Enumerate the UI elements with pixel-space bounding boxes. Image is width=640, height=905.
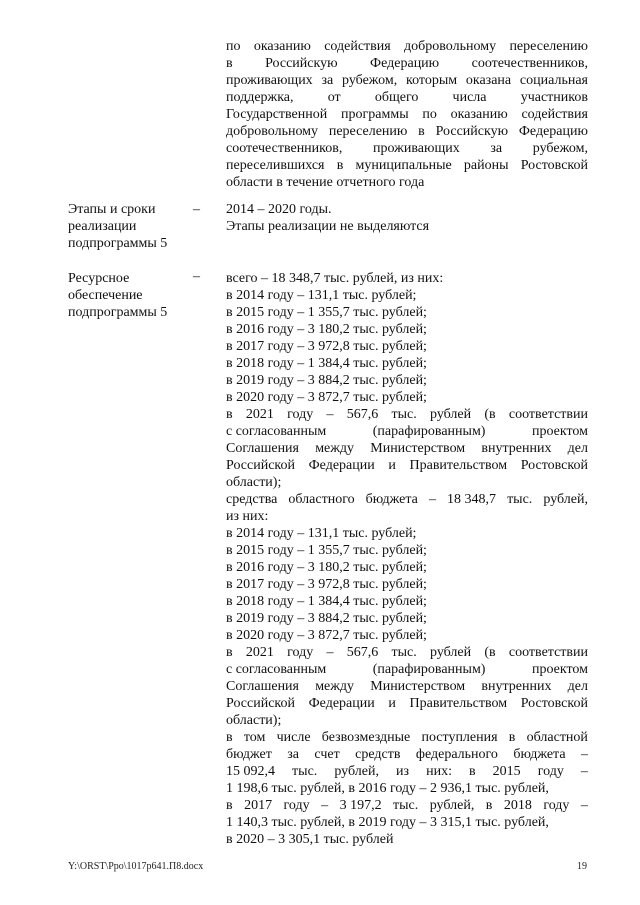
word: году xyxy=(537,764,564,779)
text-line xyxy=(226,440,588,457)
word: (парафированным) xyxy=(372,424,486,439)
word: районы xyxy=(463,158,509,173)
word: Российской xyxy=(226,458,295,473)
word: и xyxy=(388,696,396,711)
word: бюджет xyxy=(226,747,272,762)
word: 2021 xyxy=(245,407,274,422)
word: 567,6 xyxy=(346,407,379,422)
federal-funding-line xyxy=(226,729,588,746)
year-funding-line: в 2014 году – 131,1 тыс. рублей; xyxy=(226,526,417,541)
word: рубежом, xyxy=(532,141,588,156)
year-funding-line: в 2014 году – 131,1 тыс. рублей; xyxy=(226,288,417,303)
word: рублей xyxy=(430,645,472,660)
word: Соглашения xyxy=(226,679,299,694)
word: которым xyxy=(405,73,458,88)
word: в xyxy=(469,764,476,779)
word: общего xyxy=(374,90,419,105)
word: Соглашения xyxy=(226,441,299,456)
word: 18 348,7 xyxy=(447,492,496,507)
text-line xyxy=(226,55,588,72)
text-line xyxy=(226,89,588,106)
word: рублей, xyxy=(543,492,588,507)
word: году xyxy=(543,798,570,813)
word: Федерации xyxy=(308,458,375,473)
footer-page-number: 19 xyxy=(577,861,587,872)
word: добровольному xyxy=(404,39,497,54)
word: за xyxy=(321,73,334,88)
text-line xyxy=(226,38,588,55)
resources-dash: – xyxy=(193,269,200,284)
word: в xyxy=(226,645,233,660)
word: 2021 xyxy=(245,645,274,660)
word: (в xyxy=(484,645,496,660)
word: дел xyxy=(567,441,588,456)
year-funding-line: в 2020 году – 3 872,7 тыс. рублей; xyxy=(226,390,427,405)
word: Ростовской xyxy=(520,158,588,173)
word: проживающих xyxy=(373,141,460,156)
word: оказана xyxy=(465,73,512,88)
word: программы xyxy=(341,107,409,122)
label-line: реализации xyxy=(68,219,137,234)
word: Ростовской xyxy=(520,458,588,473)
federal-funding-line xyxy=(226,746,588,763)
word: федерального xyxy=(415,747,498,762)
word: оказанию xyxy=(450,107,508,122)
year-funding-line: в 2015 году – 1 355,7 тыс. рублей; xyxy=(226,305,427,320)
word: бюджета xyxy=(513,747,566,762)
footer-file-path: Y:\ORST\Ppo\1017p641.П8.docx xyxy=(68,861,204,872)
word: в xyxy=(226,407,233,422)
text-line xyxy=(226,123,588,140)
word: проектом xyxy=(531,662,588,677)
text-line: 2014 – 2020 годы. xyxy=(226,202,332,217)
text-line xyxy=(226,695,588,712)
text-line: области в течение отчетного года xyxy=(226,175,425,190)
word: средств xyxy=(355,747,401,762)
text-line xyxy=(226,661,588,678)
text-line xyxy=(226,423,588,440)
stages-content xyxy=(226,201,588,235)
word: году xyxy=(287,407,314,422)
word: бюджета xyxy=(365,492,418,507)
word: Ростовской xyxy=(520,696,588,711)
word: безвозмездные xyxy=(321,730,411,745)
word: 2017 xyxy=(244,798,273,813)
word: 1 198,6 тыс. рублей, в 2016 году – 2 936,1 тыс. рублей, xyxy=(226,781,549,796)
word: Российскую xyxy=(265,56,338,71)
year-funding-line: в 2017 году – 3 972,8 тыс. рублей; xyxy=(226,339,427,354)
text-line: из них: xyxy=(226,509,269,524)
word: с согласованным xyxy=(226,662,327,677)
word: переселению xyxy=(509,39,588,54)
word: тыс. xyxy=(391,407,417,422)
resources-label xyxy=(68,270,178,321)
word: рублей xyxy=(430,407,472,422)
word: в xyxy=(336,158,344,173)
word: в xyxy=(485,798,493,813)
word: тыс. xyxy=(507,492,533,507)
word: за xyxy=(490,141,503,156)
label-line: Этапы и сроки xyxy=(68,202,156,217)
word: Министерством xyxy=(370,441,466,456)
word: Федерацию xyxy=(370,56,440,71)
total-line: всего – 18 348,7 тыс. рублей, из них: xyxy=(226,271,444,286)
word: в xyxy=(508,730,516,745)
word: – xyxy=(428,492,436,507)
text-line xyxy=(226,644,588,661)
word: – xyxy=(321,798,329,813)
word: социальная xyxy=(519,73,588,88)
word: (парафированным) xyxy=(372,662,486,677)
word: 1 140,3 тыс. рублей, в 2019 году – 3 315,1 тыс. рублей, xyxy=(226,815,549,830)
word: Министерством xyxy=(370,679,466,694)
word: внутренних xyxy=(481,679,552,694)
word: в xyxy=(226,798,233,813)
year-funding-line: в 2017 году – 3 972,8 тыс. рублей; xyxy=(226,577,427,592)
word: – xyxy=(326,645,334,660)
word: поддержка, xyxy=(226,90,294,105)
word: Федерацию xyxy=(518,124,588,139)
goal-indicator-continuation xyxy=(226,38,588,191)
word: Правительством xyxy=(409,458,508,473)
text-line xyxy=(226,157,588,174)
word: муниципальные xyxy=(355,158,452,173)
word: по xyxy=(226,39,241,54)
year-funding-line: в 2019 году – 3 884,2 тыс. рублей; xyxy=(226,611,427,626)
word: рубежом, xyxy=(342,73,398,88)
word: числа xyxy=(452,90,487,105)
word: в xyxy=(226,730,233,745)
word: по xyxy=(422,107,437,122)
word: 2018 xyxy=(503,798,532,813)
word: из xyxy=(396,764,410,779)
word: соотечественников, xyxy=(226,141,343,156)
regional-budget-line xyxy=(226,491,588,508)
year-funding-line: в 2018 году – 1 384,4 тыс. рублей; xyxy=(226,356,427,371)
word: 3 197,2 xyxy=(339,798,382,813)
word: тыс. xyxy=(393,798,419,813)
word: Российскую xyxy=(435,124,509,139)
word: и xyxy=(388,458,396,473)
word: Государственной xyxy=(226,107,328,122)
word: дел xyxy=(567,679,588,694)
year-funding-line: в 2018 году – 1 384,4 тыс. рублей; xyxy=(226,594,427,609)
word: тыс. xyxy=(292,764,318,779)
word: проживающих xyxy=(226,73,313,88)
word: от xyxy=(327,90,341,105)
federal-funding-line xyxy=(226,763,588,780)
word: переселению xyxy=(328,124,408,139)
word: году xyxy=(283,798,310,813)
word: областного xyxy=(288,492,355,507)
federal-funding-line xyxy=(226,780,588,797)
word: рублей, xyxy=(334,764,379,779)
word: оказанию xyxy=(253,39,311,54)
stages-label xyxy=(68,201,178,252)
year-funding-line: в 2015 году – 1 355,7 тыс. рублей; xyxy=(226,543,427,558)
text-line xyxy=(226,72,588,89)
word: Правительством xyxy=(409,696,508,711)
word: поступления xyxy=(421,730,498,745)
text-line: области); xyxy=(226,713,282,728)
word: внутренних xyxy=(481,441,552,456)
text-line xyxy=(226,106,588,123)
word: – xyxy=(580,764,588,779)
word: рублей, xyxy=(429,798,475,813)
word: том xyxy=(243,730,266,745)
label-line: Ресурсное xyxy=(68,271,130,286)
word: между xyxy=(315,679,355,694)
federal-funding-line xyxy=(226,797,588,814)
word: – xyxy=(580,747,588,762)
label-line: обеспечение xyxy=(68,288,143,303)
year-funding-line: в 2016 году – 3 180,2 тыс. рублей; xyxy=(226,560,427,575)
text-line xyxy=(226,457,588,474)
federal-funding-line xyxy=(226,814,588,831)
word: – xyxy=(580,798,588,813)
word: добровольному xyxy=(226,124,319,139)
federal-funding-line: в 2020 – 3 305,1 тыс. рублей xyxy=(226,832,394,847)
word: соответствии xyxy=(508,407,588,422)
word: 2015 xyxy=(492,764,521,779)
word: (в xyxy=(484,407,496,422)
resources-content xyxy=(226,270,588,848)
text-line: области); xyxy=(226,475,282,490)
word: содействия xyxy=(324,39,391,54)
word: счет xyxy=(314,747,340,762)
word: областной xyxy=(526,730,588,745)
word: в xyxy=(418,124,425,139)
word: них: xyxy=(426,764,452,779)
word: в xyxy=(226,56,233,71)
text-line xyxy=(226,406,588,423)
word: – xyxy=(326,407,334,422)
word: переселившихся xyxy=(226,158,325,173)
word: участников xyxy=(520,90,588,105)
word: Федерации xyxy=(308,696,375,711)
word: 567,6 xyxy=(346,645,379,660)
word: Российской xyxy=(226,696,295,711)
word: за xyxy=(287,747,299,762)
text-line xyxy=(226,140,588,157)
text-line: Этапы реализации не выделяются xyxy=(226,219,430,234)
word: между xyxy=(315,441,355,456)
year-funding-line: в 2019 году – 3 884,2 тыс. рублей; xyxy=(226,373,427,388)
year-funding-line: в 2016 году – 3 180,2 тыс. рублей; xyxy=(226,322,427,337)
word: проектом xyxy=(531,424,588,439)
word: году xyxy=(287,645,314,660)
word: числе xyxy=(276,730,311,745)
word: соответствии xyxy=(508,645,588,660)
label-line: подпрограммы 5 xyxy=(68,305,168,320)
word: 15 092,4 xyxy=(226,764,275,779)
stages-dash: – xyxy=(193,202,200,217)
label-line: подпрограммы 5 xyxy=(68,236,168,251)
text-line xyxy=(226,678,588,695)
year-funding-line: в 2020 году – 3 872,7 тыс. рублей; xyxy=(226,628,427,643)
word: соотечественников, xyxy=(471,56,588,71)
word: с согласованным xyxy=(226,424,327,439)
word: средства xyxy=(226,492,278,507)
word: тыс. xyxy=(391,645,417,660)
word: содействия xyxy=(521,107,588,122)
